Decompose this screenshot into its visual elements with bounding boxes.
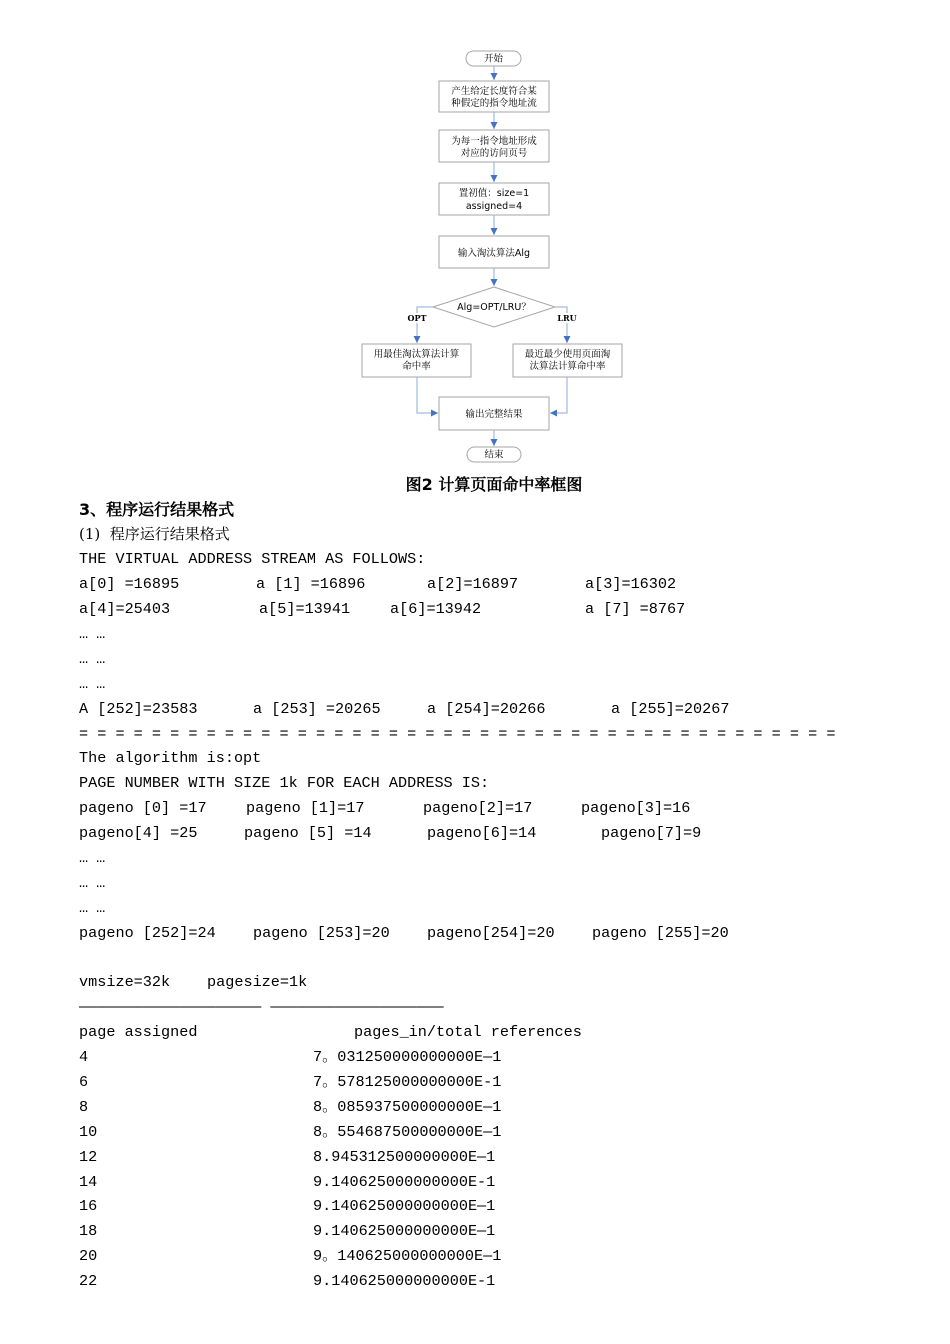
table-row <box>79 1194 879 1219</box>
section-heading: 3、程序运行结果格式 <box>79 499 235 519</box>
algorithm-decision-label: Alg=OPT/LRU？ <box>457 302 531 313</box>
address-stream-title: THE VIRTUAL ADDRESS STREAM AS FOLLOWS: <box>79 550 426 569</box>
pages-assigned-cell: 6 <box>79 1072 89 1091</box>
blank-line <box>79 946 879 971</box>
pages-assigned-cell: 16 <box>79 1197 98 1216</box>
ratio-cell: 7。031250000000000E—1 <box>313 1048 502 1067</box>
ratio-cell: 8.945312500000000E—1 <box>313 1147 496 1166</box>
subsection-heading: (1) 程序运行结果格式 <box>79 525 230 544</box>
pages-assigned-cell: 20 <box>79 1247 98 1266</box>
ratio-cell: 9.140625000000000E—1 <box>313 1222 496 1241</box>
address-value: a[0] =16895 <box>79 575 180 594</box>
start-label: 开始 <box>483 53 504 65</box>
page-number-value: pageno [252]=24 <box>79 923 216 942</box>
opt-branch-label: OPT <box>407 313 427 323</box>
page-number-value: pageno [5] =14 <box>244 824 372 843</box>
pagesize-value: pagesize=1k <box>207 973 308 992</box>
flowchart <box>0 0 950 470</box>
ellipsis-line: …… <box>79 898 114 917</box>
output-results-label: 输出完整结果 <box>465 409 523 420</box>
ratio-cell: 7。578125000000000E-1 <box>313 1072 502 1091</box>
input-algorithm-label: 输入淘汰算法Alg <box>457 248 531 259</box>
ratio-cell: 9。140625000000000E—1 <box>313 1247 502 1266</box>
table-row <box>79 1120 879 1145</box>
ellipsis-line: …… <box>79 649 114 668</box>
figure-caption: 图2 计算页面命中率框图 <box>405 475 583 494</box>
arrow-lru-to-output <box>550 377 567 413</box>
table-row <box>79 1170 879 1195</box>
vm-info-row <box>79 970 879 995</box>
table-row <box>79 1269 879 1294</box>
ratio-cell: 9.140625000000000E—1 <box>313 1197 496 1216</box>
ratio-cell: 9.140625000000000E-1 <box>313 1272 496 1291</box>
address-value: a [253] =20265 <box>253 699 381 718</box>
address-value: a [254]=20266 <box>427 699 546 718</box>
address-value: a [255]=20267 <box>611 699 730 718</box>
page-number-value: pageno[2]=17 <box>423 799 533 818</box>
page-number-value: pageno[4] =25 <box>79 824 198 843</box>
lru-hit-rate-line2: 汰算法计算命中率 <box>529 361 606 372</box>
page-number-row <box>79 796 879 821</box>
pages-assigned-cell: 22 <box>79 1272 98 1291</box>
address-value: a [1] =16896 <box>256 575 366 594</box>
ellipsis-line: …… <box>79 848 114 867</box>
table-row <box>79 1145 879 1170</box>
address-row-last <box>79 697 879 722</box>
page-number-value: pageno [255]=20 <box>592 923 729 942</box>
pages-assigned-cell: 18 <box>79 1222 98 1241</box>
page-number-row-last <box>79 921 879 946</box>
page-number-value: pageno[6]=14 <box>427 824 537 843</box>
ratio-cell: 9.140625000000000E-1 <box>313 1172 496 1191</box>
equals-separator: = = = = = = = = = = = = = = = = = = = = = = = = = = = = = = = = = = = = = = = = = = <box>79 724 836 743</box>
address-value: a[2]=16897 <box>427 575 519 594</box>
address-value: a[5]=13941 <box>259 600 351 619</box>
end-label: 结束 <box>484 449 504 461</box>
table-row <box>79 1045 879 1070</box>
address-value: a [7] =8767 <box>585 600 686 619</box>
results-table-header <box>79 1020 879 1045</box>
ellipsis-line: …… <box>79 624 114 643</box>
pages-assigned-cell: 10 <box>79 1122 98 1141</box>
table-divider: ———————————————————— ——————————————————— <box>79 998 444 1017</box>
pages-assigned-cell: 4 <box>79 1048 89 1067</box>
address-value: a[4]=25403 <box>79 600 171 619</box>
pages-assigned-cell: 12 <box>79 1147 98 1166</box>
generate-address-stream-line1: 产生给定长度符合某 <box>451 86 537 97</box>
page-number-value: pageno [1]=17 <box>246 799 365 818</box>
lru-hit-rate-line1: 最近最少使用页面淘 <box>524 349 611 360</box>
address-value: a[3]=16302 <box>585 575 677 594</box>
lru-branch-label: LRU <box>557 313 577 323</box>
page-number-value: pageno [0] =17 <box>79 799 207 818</box>
opt-hit-rate-line1: 用最佳淘汰算法计算 <box>373 349 460 360</box>
address-value: A [252]=23583 <box>79 699 198 718</box>
ratio-cell: 8。085937500000000E—1 <box>313 1097 502 1116</box>
ellipsis-line: …… <box>79 674 114 693</box>
address-row <box>79 597 879 622</box>
vmsize-value: vmsize=32k <box>79 973 171 992</box>
page-number-value: pageno[7]=9 <box>601 824 702 843</box>
ellipsis-line: …… <box>79 873 114 892</box>
page-number-value: pageno [253]=20 <box>253 923 390 942</box>
address-value: a[6]=13942 <box>390 600 482 619</box>
table-row <box>79 1070 879 1095</box>
pages-assigned-cell: 14 <box>79 1172 98 1191</box>
page-number-title: PAGE NUMBER WITH SIZE 1k FOR EACH ADDRESS IS: <box>79 774 490 793</box>
page-number-value: pageno[254]=20 <box>427 923 555 942</box>
table-row <box>79 1219 879 1244</box>
column-header-page-assigned: page assigned <box>79 1023 198 1042</box>
arrow-opt-to-output <box>417 377 438 413</box>
pages-assigned-cell: 8 <box>79 1097 89 1116</box>
generate-address-stream-line2: 种假定的指令地址流 <box>451 98 537 109</box>
column-header-ratio: pages_in/total references <box>354 1023 582 1042</box>
program-output-section <box>79 498 879 1295</box>
page-number-value: pageno[3]=16 <box>581 799 691 818</box>
opt-hit-rate-line2: 命中率 <box>402 361 431 372</box>
address-row <box>79 572 879 597</box>
form-page-numbers-line1: 为每一指令地址形成 <box>451 136 537 147</box>
form-page-numbers-line2: 对应的访问页号 <box>460 148 528 159</box>
table-row <box>79 1244 879 1269</box>
init-values-line2: assigned=4 <box>465 201 523 212</box>
init-values-line1: 置初值：size=1 <box>458 188 530 199</box>
algorithm-line: The algorithm is:opt <box>79 749 262 768</box>
page-number-row <box>79 821 879 846</box>
ratio-cell: 8。554687500000000E—1 <box>313 1122 502 1141</box>
table-row <box>79 1095 879 1120</box>
